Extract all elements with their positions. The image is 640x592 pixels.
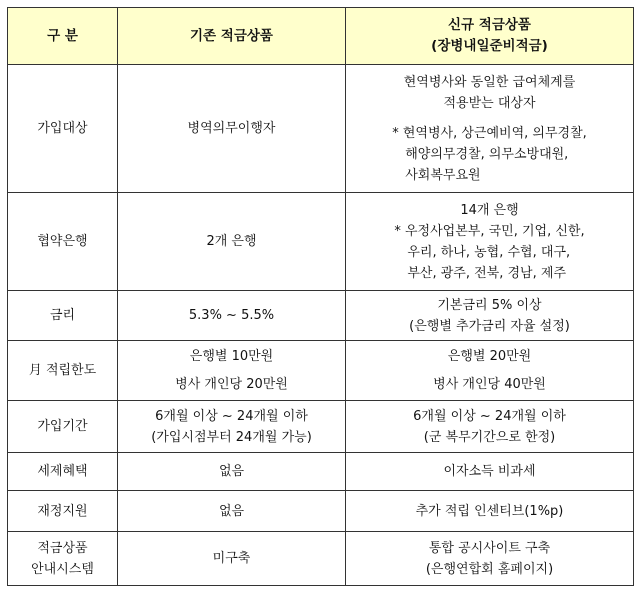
label-guide-line2: 안내시스템 — [31, 561, 94, 577]
old-eligibility: 병역의무이행자 — [118, 65, 346, 193]
label-tax-benefit: 세제혜택 — [8, 453, 118, 491]
old-period-line2: (가입시점부터 24개월 가능) — [151, 429, 312, 445]
new-banks-note2: 우리, 하나, 농협, 수협, 대구, — [407, 244, 571, 260]
header-category: 구 분 — [8, 8, 118, 65]
new-guide-line2: (은행연합회 홈페이지) — [425, 561, 554, 577]
new-eligibility-line2: 적용받는 대상자 — [443, 95, 536, 111]
row-eligibility — [8, 65, 634, 193]
old-monthly-limit — [118, 341, 346, 401]
new-eligibility-line1: 현역병사와 동일한 급여체계를 — [403, 74, 576, 90]
new-period-line2: (군 복무기간으로 한정) — [423, 429, 556, 445]
label-rate: 금리 — [8, 291, 118, 341]
header-existing-product: 기존 적금상품 — [118, 8, 346, 65]
new-eligibility — [346, 65, 634, 193]
new-guide-line1: 통합 공시사이트 구축 — [428, 540, 551, 556]
new-eligibility-note2: 해양의무경찰, 의무소방대원, — [405, 146, 569, 162]
old-period — [118, 401, 346, 453]
old-rate: 5.3% ~ 5.5% — [118, 291, 346, 341]
header-new-product — [346, 8, 634, 65]
label-banks: 협약은행 — [8, 193, 118, 291]
old-tax-benefit: 없음 — [118, 453, 346, 491]
label-fiscal-support: 재정지원 — [8, 491, 118, 532]
new-monthly-line2: 병사 개인당 40만원 — [433, 377, 546, 392]
new-period — [346, 401, 634, 453]
label-monthly-limit: 月 적립한도 — [8, 341, 118, 401]
old-monthly-line1: 은행별 10만원 — [189, 349, 274, 364]
new-fiscal-support: 추가 적립 인센티브(1%p) — [346, 491, 634, 532]
new-banks-line1: 14개 은행 — [460, 202, 519, 218]
old-banks: 2개 은행 — [118, 193, 346, 291]
new-monthly-limit — [346, 341, 634, 401]
old-guide-system: 미구축 — [118, 532, 346, 586]
row-banks — [8, 193, 634, 291]
new-guide-system — [346, 532, 634, 586]
new-eligibility-note1: * 현역병사, 상근예비역, 의무경찰, — [392, 125, 587, 141]
row-rate — [8, 291, 634, 341]
row-guide-system — [8, 532, 634, 586]
label-guide-system — [8, 532, 118, 586]
row-tax-benefit — [8, 453, 634, 491]
label-guide-line1: 적금상품 — [37, 540, 88, 556]
new-rate-line2: (은행별 추가금리 자율 설정) — [409, 318, 570, 334]
row-period — [8, 401, 634, 453]
label-eligibility: 가입대상 — [8, 65, 118, 193]
label-period: 가입기간 — [8, 401, 118, 453]
new-rate-line1: 기본금리 5% 이상 — [437, 297, 542, 313]
new-eligibility-note3: 사회복무요원 — [405, 167, 481, 183]
header-new-subtitle: (장병내일준비적금) — [431, 38, 548, 54]
new-banks-note1: * 우정사업본부, 국민, 기업, 신한, — [394, 223, 585, 239]
new-monthly-line1: 은행별 20만원 — [447, 349, 532, 364]
new-period-line1: 6개월 이상 ~ 24개월 이하 — [413, 408, 566, 424]
new-tax-benefit: 이자소득 비과세 — [346, 453, 634, 491]
header-row — [8, 8, 634, 65]
new-banks — [346, 193, 634, 291]
new-banks-note3: 부산, 광주, 전북, 경남, 제주 — [407, 265, 566, 281]
old-monthly-line2: 병사 개인당 20만원 — [175, 377, 288, 392]
comparison-table — [7, 7, 634, 586]
row-fiscal-support — [8, 491, 634, 532]
header-new-title: 신규 적금상품 — [448, 17, 531, 33]
old-period-line1: 6개월 이상 ~ 24개월 이하 — [155, 408, 308, 424]
row-monthly-limit — [8, 341, 634, 401]
new-rate — [346, 291, 634, 341]
old-fiscal-support: 없음 — [118, 491, 346, 532]
